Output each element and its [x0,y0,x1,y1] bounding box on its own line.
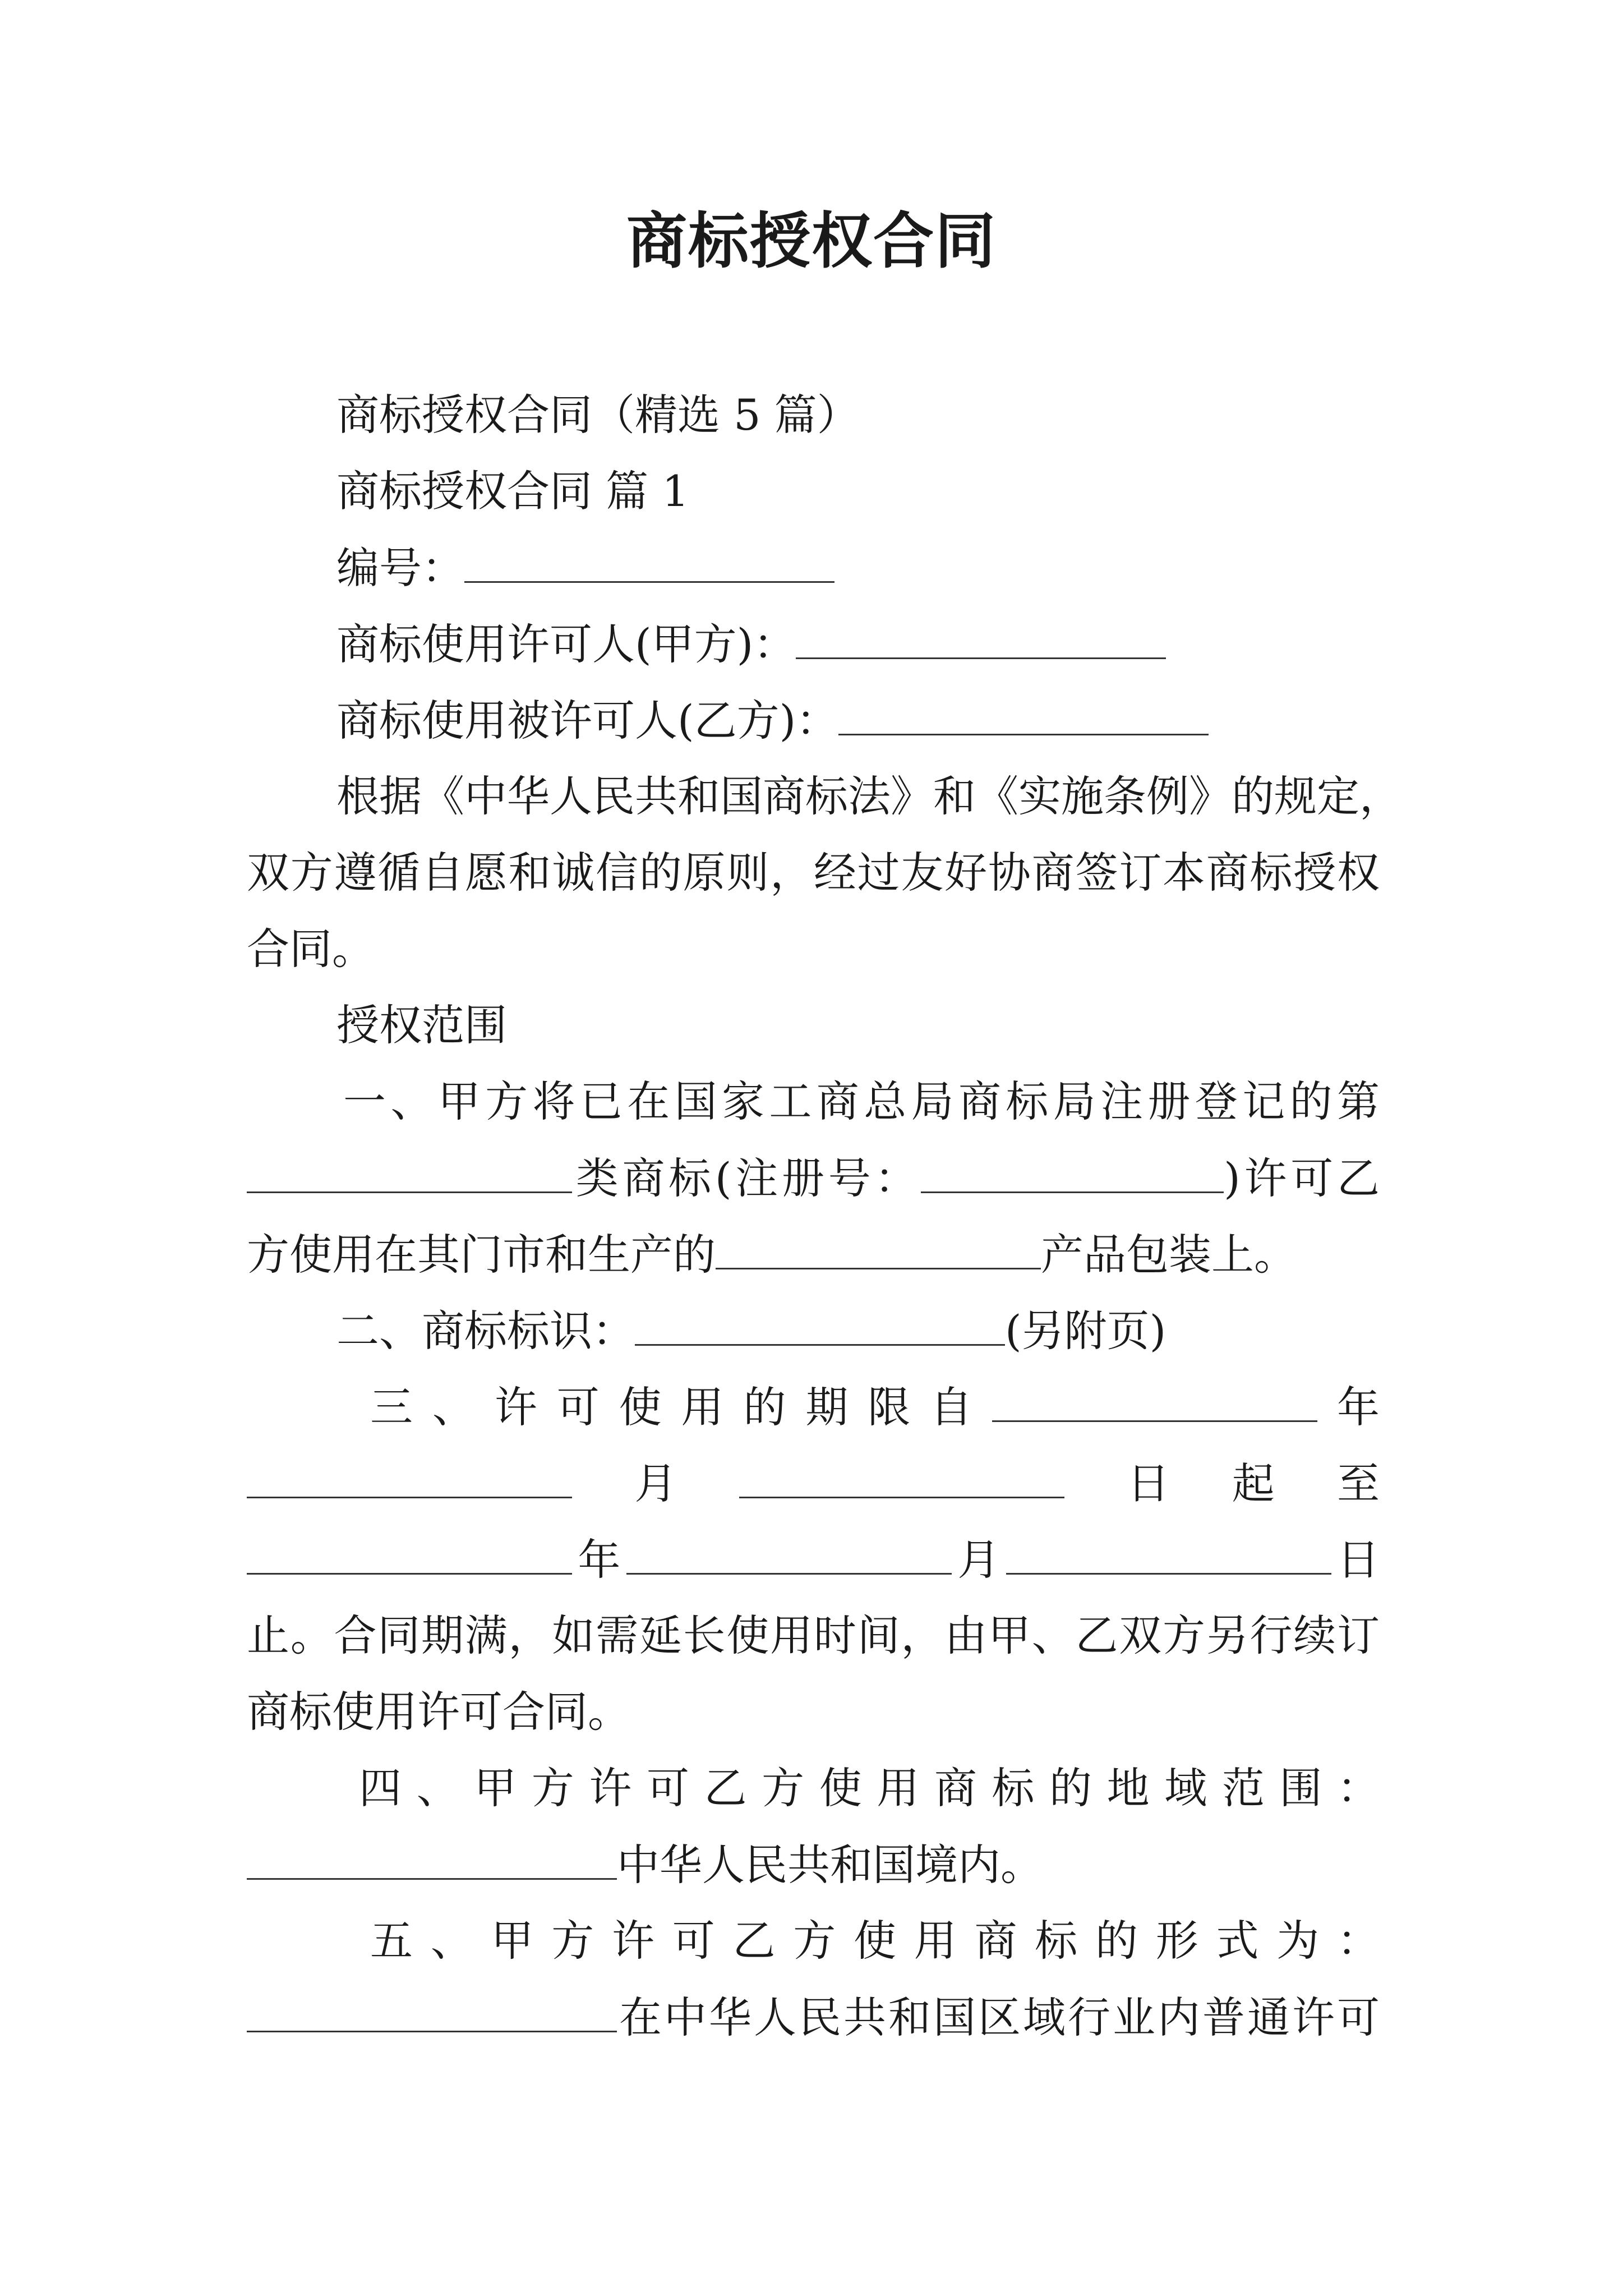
start-day-blank[interactable] [739,1455,1064,1498]
start-year-blank[interactable] [992,1379,1317,1422]
clause1-line-3 [247,1226,1380,1283]
clause3-line-5: 商标使用许可合同。 [247,1687,630,1737]
licensee-blank[interactable] [838,692,1209,735]
clause1-line-2 [247,1150,1380,1207]
clause1-part-c: 方使用在其门市和生产的 [247,1230,716,1280]
start-month-label: 月 [572,1458,740,1508]
end-month-blank[interactable] [626,1531,952,1575]
clause1-part-d: 产品包装上。 [1041,1230,1297,1280]
clause5-line-2 [247,1989,1380,2046]
registration-number-blank[interactable] [921,1150,1224,1193]
licensor-blank[interactable] [796,616,1166,659]
clause2-label: 二、商标标识： [336,1306,635,1356]
end-year-label: 年 [572,1535,626,1585]
clause3-line-1 [370,1379,1380,1435]
clause4-line-2 [247,1837,1380,1893]
contract-number-line [336,540,1380,596]
clause4-tail: 中华人民共和国境内。 [617,1840,1043,1890]
start-day-label: 日起至 [1064,1458,1380,1508]
trademark-class-blank[interactable] [247,1150,572,1193]
clause3-line-4: 止。合同期满，如需延长使用时间，由甲、乙双方另行续订 [247,1611,1380,1660]
licensee-line [336,692,1380,749]
licensor-line [336,616,1380,673]
clause5-line-1: 五、甲方许可乙方使用商标的形式为： [370,1916,1380,1966]
end-year-blank[interactable] [247,1531,572,1575]
contract-number-blank[interactable] [464,540,834,583]
preamble-line-1: 根据《中华人民共和国商标法》和《实施条例》的规定， [336,771,1402,821]
document-title: 商标授权合同 [626,206,997,277]
clause2-suffix: (另附页) [1005,1306,1166,1356]
clause1-line-1: 一、甲方将已在国家工商总局商标局注册登记的第 [343,1076,1380,1126]
clause2-line [336,1303,1380,1359]
clause4-line-1: 四、甲方许可乙方使用商标的地域范围： [359,1763,1380,1813]
start-month-blank[interactable] [247,1455,572,1498]
clause5-tail: 在中华人民共和国区域行业内普通许可 [617,1993,1380,2042]
product-blank[interactable] [716,1226,1041,1269]
clause3-lead: 三、许可使用的期限自 [370,1382,993,1432]
licensee-label: 商标使用被许可人(乙方)： [336,696,839,746]
clause3-line-2 [247,1455,1380,1512]
section-heading: 授权范围 [336,1000,507,1050]
trademark-mark-blank[interactable] [635,1303,1005,1346]
clause1-part-a: 类商标(注册号： [572,1153,921,1203]
end-day-blank[interactable] [1006,1531,1331,1575]
licensor-label: 商标使用许可人(甲方)： [336,619,796,669]
region-blank[interactable] [247,1837,617,1880]
contract-number-label: 编号： [336,543,464,593]
license-form-blank[interactable] [247,1989,617,2032]
collection-heading: 商标授权合同（精选 5 篇） [336,390,860,440]
clause1-part-b: )许可乙 [1224,1153,1380,1203]
start-year-label: 年 [1317,1382,1380,1432]
article-heading: 商标授权合同 篇 1 [336,466,689,516]
clause3-line-3 [247,1531,1380,1588]
preamble-line-2: 双方遵循自愿和诚信的原则，经过友好协商签订本商标授权 [247,848,1380,898]
preamble-line-3: 合同。 [247,924,375,974]
end-day-label: 日 [1331,1535,1380,1585]
end-month-label: 月 [951,1535,1006,1585]
